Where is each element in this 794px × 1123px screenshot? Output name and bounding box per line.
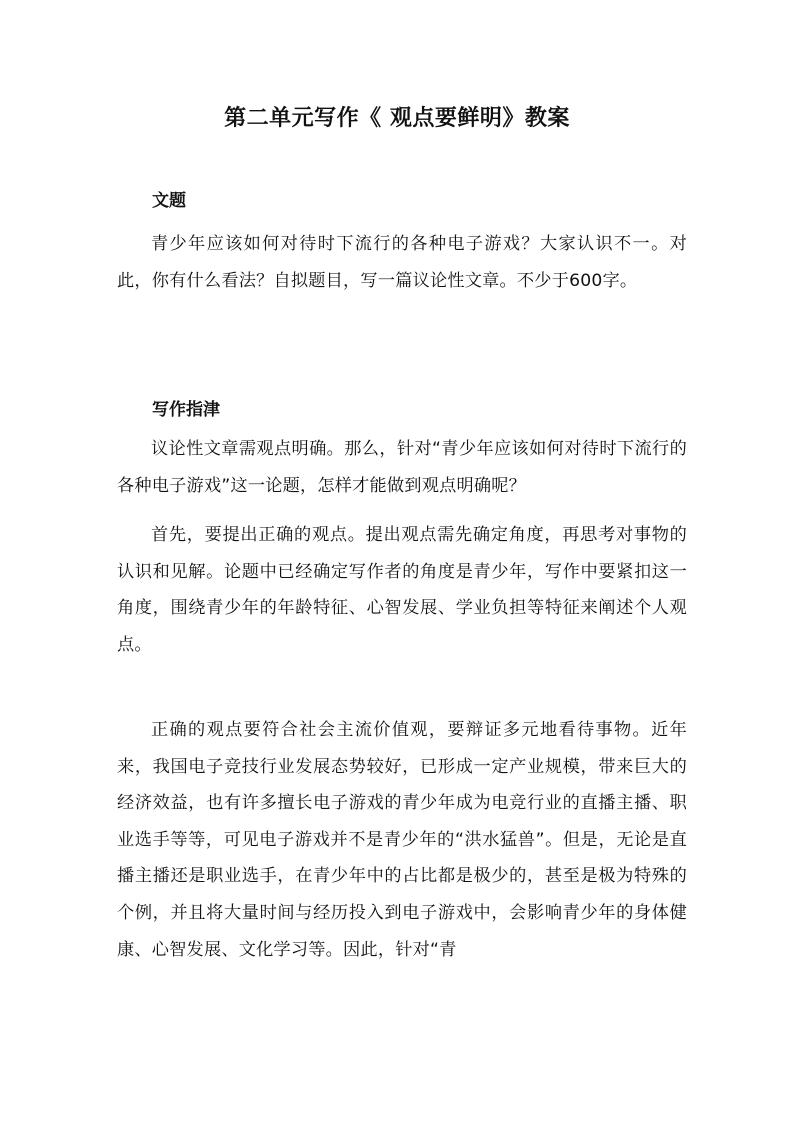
section-heading-prompt: 文题 <box>152 191 186 211</box>
section-heading-writing-guide: 写作指津 <box>152 400 220 420</box>
guide-paragraph-2: 首先，要提出正确的观点。提出观点需先确定角度，再思考对事物的认识和见解。论题中已经确定写作者的角度是青少年，写作中要紧扣这一角度，围绕青少年的年龄特征、心智发展、学业负担等特征来阐述个人观点。 <box>117 525 687 655</box>
guide-paragraph-1: 议论性文章需观点明确。那么，针对“青少年应该如何对待时下流行的各种电子游戏”这一论题，怎样才能做到观点明确呢？ <box>117 439 687 496</box>
guide-paragraph-3: 正确的观点要符合社会主流价值观，要辩证多元地看待事物。近年来，我国电子竞技行业发展态势较好，已形成一定产业规模，带来巨大的经济效益，也有许多擅长电子游戏的青少年成为电竞行业的直播主播、职业选手等等，可见电子游戏并不是青少年的“洪水猛兽”。但是，无论是直播主播还是职业选手，在青少年中的占比都是极少的，甚至是极为特殊的个例，并且将大量时间与经历投入到电子游戏中，会影响青少年的身体健康、心智发展、文化学习等。因此，针对“青 <box>117 720 687 960</box>
document-title: 第二单元写作《 观点要鲜明》教案 <box>224 106 570 131</box>
prompt-paragraph: 青少年应该如何对待时下流行的各种电子游戏？大家认识不一。对此，你有什么看法？自拟题目，写一篇议论性文章。不少于600字。 <box>117 234 687 291</box>
